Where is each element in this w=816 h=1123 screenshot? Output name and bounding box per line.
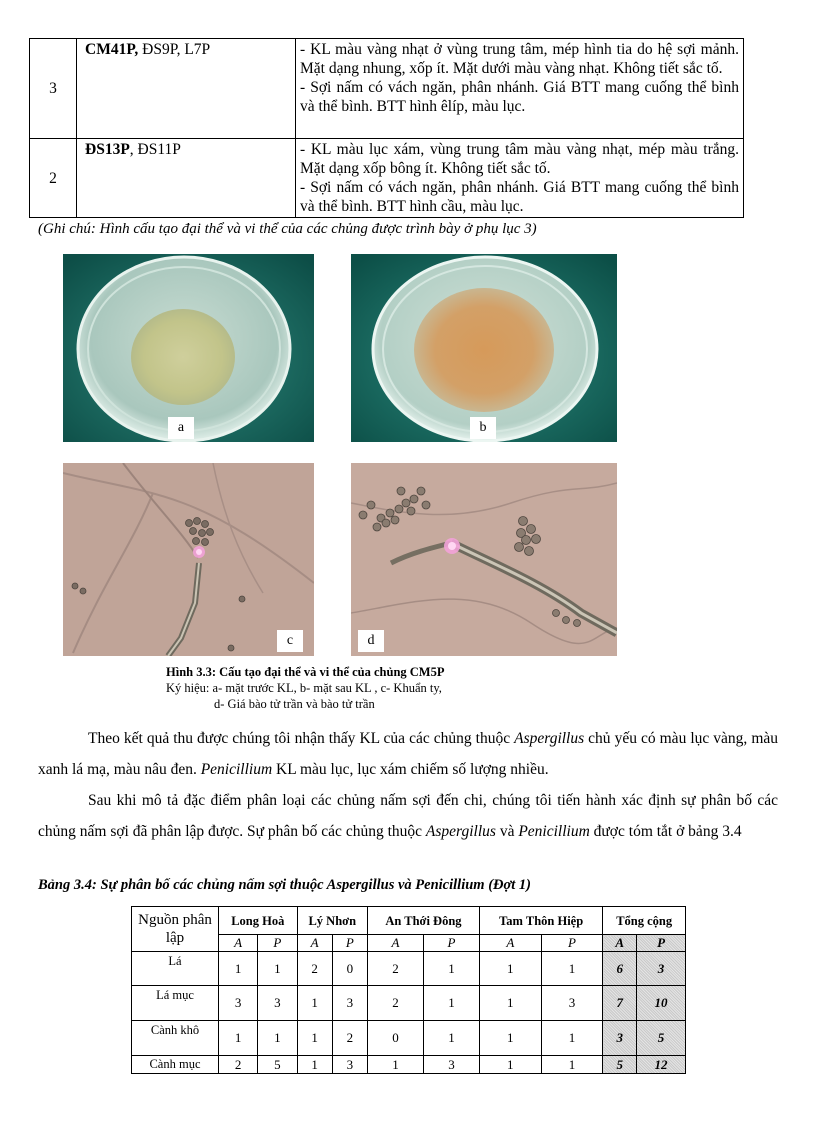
cell: 2	[332, 1021, 367, 1056]
cell: 1	[219, 1021, 258, 1056]
table-row	[30, 39, 744, 139]
photo-colony-back	[351, 254, 617, 442]
column-a: A	[479, 935, 541, 952]
cell: 1	[423, 1021, 479, 1056]
cell: 1	[367, 1056, 423, 1074]
column-p: P	[258, 935, 297, 952]
column-p: P	[541, 935, 603, 952]
cell: 3	[219, 986, 258, 1021]
genus-name: Penicillium	[518, 823, 590, 840]
table-title: Bảng 3.4: Sự phân bố các chủng nấm sợi thuộc Aspergillus và Penicillium (Đợt 1)	[38, 877, 532, 893]
petri-dish-back-image	[351, 254, 617, 442]
total-header: Tổng cộng	[603, 907, 686, 935]
total-cell: 5	[603, 1056, 637, 1074]
paragraph-text: chủ yếu có màu lục vàng, màu xanh lá mạ, màu nâu đen.	[38, 730, 779, 778]
distribution-table	[131, 906, 686, 1074]
total-cell: 7	[603, 986, 637, 1021]
cell: 1	[258, 1021, 297, 1056]
strain-code-rest: , ĐS11P	[129, 141, 181, 158]
cell: 5	[258, 1056, 297, 1074]
column-a: A	[219, 935, 258, 952]
cell: 1	[423, 952, 479, 986]
column-p: P	[423, 935, 479, 952]
colony-description: - KL màu lục xám, vùng trung tâm màu vàng nhạt, mép màu trắng. Mặt dạng xốp bông ít. Không tiết sắc tố.	[300, 141, 739, 177]
total-cell: 12	[637, 1056, 686, 1074]
cell: 0	[332, 952, 367, 986]
strain-description-table	[29, 38, 744, 218]
paragraph-text: Sau khi mô tả đặc điểm phân loại các chủng nấm sợi đến chi, chúng tôi tiến hành xác định sự phân bố các chủng nấm sợi đã phân lập được. Sự phân bố các chủng thuộc	[38, 792, 778, 840]
cell: 1	[541, 1021, 603, 1056]
genus-name: Aspergillus	[514, 730, 585, 747]
table-row	[132, 986, 686, 1021]
cell: 1	[297, 1056, 332, 1074]
micro-description: - Sợi nấm có vách ngăn, phân nhánh. Giá BTT mang cuống thể bình và thể bình. BTT hình cầu, màu lục.	[300, 179, 739, 215]
location-header: Lý Nhơn	[297, 907, 367, 935]
figure-legend-line: d- Giá bào tử trần và bào tử trần	[214, 697, 375, 711]
strain-code-rest: ĐS9P, L7P	[138, 41, 211, 58]
strain-description	[296, 39, 744, 139]
strain-codes	[77, 39, 296, 139]
cell: 3	[332, 1056, 367, 1074]
cell: 3	[332, 986, 367, 1021]
cell: 1	[258, 952, 297, 986]
location-header: Long Hoà	[219, 907, 298, 935]
photo-conidiophore	[351, 463, 617, 656]
genus-name: Penicillium	[200, 761, 273, 778]
cell: 1	[297, 986, 332, 1021]
table-row	[132, 1021, 686, 1056]
strain-description	[296, 139, 744, 218]
genus-name: Aspergillus	[425, 823, 496, 840]
cell: 1	[479, 952, 541, 986]
cell: 2	[297, 952, 332, 986]
table-header-row	[132, 907, 686, 935]
cell: 1	[541, 952, 603, 986]
source-label: Cành khô	[132, 1021, 219, 1056]
photo-hyphae	[63, 463, 314, 656]
photo-label-a: a	[168, 417, 194, 439]
paragraph-results	[38, 723, 778, 785]
total-cell: 3	[603, 1021, 637, 1056]
total-cell: 5	[637, 1021, 686, 1056]
microscope-conidiophore-image	[351, 463, 617, 656]
cell: 2	[219, 1056, 258, 1074]
table-row	[30, 139, 744, 218]
paragraph-text: KL màu lục, lục xám chiếm số lượng nhiều.	[272, 761, 549, 778]
column-a: A	[603, 935, 637, 952]
row-number: 2	[30, 139, 77, 218]
petri-dish-front-image	[63, 254, 314, 442]
location-header: An Thới Đông	[367, 907, 479, 935]
column-p: P	[332, 935, 367, 952]
source-label: Lá	[132, 952, 219, 986]
microscope-hyphae-image	[63, 463, 314, 656]
source-label: Lá mục	[132, 986, 219, 1021]
cell: 1	[219, 952, 258, 986]
strain-code-bold: CM41P,	[85, 41, 139, 58]
total-cell: 6	[603, 952, 637, 986]
photo-label-c: c	[277, 630, 303, 652]
photo-colony-front	[63, 254, 314, 442]
strain-code-bold: ĐS13P	[85, 141, 130, 158]
table-row	[132, 1056, 686, 1074]
figure-legend-line: Ký hiệu: a- mặt trước KL, b- mặt sau KL , c- Khuẩn ty,	[166, 681, 442, 695]
photo-label-b: b	[470, 417, 496, 439]
column-a: A	[367, 935, 423, 952]
location-header: Tam Thôn Hiệp	[479, 907, 602, 935]
total-cell: 3	[637, 952, 686, 986]
cell: 1	[479, 1021, 541, 1056]
column-a: A	[297, 935, 332, 952]
source-header: Nguồn phân lập	[132, 907, 219, 952]
paragraph-distribution	[38, 785, 778, 847]
cell: 1	[541, 1056, 603, 1074]
micro-description: - Sợi nấm có vách ngăn, phân nhánh. Giá BTT mang cuống thể bình và thể bình. BTT hình êlíp, màu lục.	[300, 79, 739, 115]
photo-label-d: d	[358, 630, 384, 652]
colony-description: - KL màu vàng nhạt ở vùng trung tâm, mép hình tia do hệ sợi mảnh. Mặt dạng nhung, xốp ít. Mặt dưới màu vàng nhạt. Không tiết sắc tố.	[300, 41, 739, 77]
paragraph-text: Theo kết quả thu được chúng tôi nhận thấy KL của các chủng thuộc	[88, 730, 515, 747]
row-number: 3	[30, 39, 77, 139]
cell: 2	[367, 986, 423, 1021]
cell: 3	[258, 986, 297, 1021]
cell: 0	[367, 1021, 423, 1056]
column-p: P	[637, 935, 686, 952]
cell: 3	[423, 1056, 479, 1074]
cell: 3	[541, 986, 603, 1021]
cell: 1	[297, 1021, 332, 1056]
strain-codes	[77, 139, 296, 218]
figure-caption	[166, 664, 445, 712]
figure-note: (Ghi chú: Hình cấu tạo đại thể và vi thể của các chủng được trình bày ở phụ lục 3)	[38, 221, 537, 237]
cell: 1	[423, 986, 479, 1021]
paragraph-text: và	[495, 823, 519, 840]
figure-title: Hình 3.3: Cấu tạo đại thể và vi thể của chủng CM5P	[166, 665, 445, 679]
table-row	[132, 952, 686, 986]
total-cell: 10	[637, 986, 686, 1021]
cell: 1	[479, 1056, 541, 1074]
source-label: Cành mục	[132, 1056, 219, 1074]
paragraph-text: được tóm tắt ở bảng 3.4	[589, 823, 742, 840]
cell: 2	[367, 952, 423, 986]
cell: 1	[479, 986, 541, 1021]
